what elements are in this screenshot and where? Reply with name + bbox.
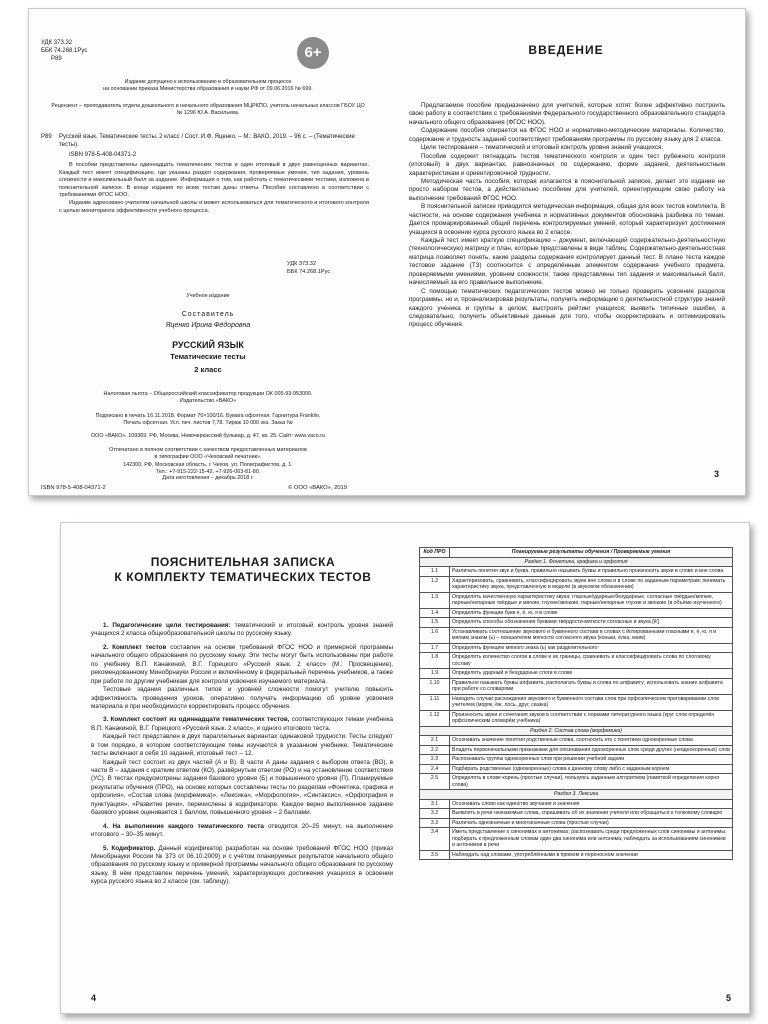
paragraph-body: Данный кодификатор разработан на основе требований ФГОС НОО (приказ Минобрнауки России № 373 от 06.10.2009) и с учётом планируемых результатов начального общего образования по русскому языку и примерной программы начального общего образования по русскому языку. В нём представлен перечень умений, характеризующих достижения учащихся в освоении курса русского языка во 2 классе (см. таблицу). xyxy=(91,844,393,886)
age-rating-badge: 6+ xyxy=(297,37,329,69)
cell-skill: Определять функцию мягкого знака (ь) как разделительного xyxy=(450,643,733,653)
table-row xyxy=(420,669,733,679)
paragraph xyxy=(91,622,393,639)
paragraph-body: Тестовые задания различных типов и уровней сложности помогут учителю повысить эффективность проведения уроков, оперативно получать информацию об уровне усвоения материала и при необходимости корректировать процесс обучения. xyxy=(91,686,393,710)
cell-skill: Различать однозначные и многозначные слова (простые случаи) xyxy=(450,818,733,828)
isbn-line: ISBN 978-5-408-04371-2 xyxy=(69,152,137,159)
cell-skill: Осознавать значение понятия родственные слова, соотносить его с понятием однокоренные слова xyxy=(450,736,733,746)
paragraph xyxy=(91,716,393,733)
paragraph: Предлагаемое пособие предназначено для учителей, которые хотят более эффективно построить свою работу в соответствии с требованиями Федерального государственного образовательного стандарта начального общего образования (ФГОС НОО). xyxy=(409,102,725,126)
codifier-table xyxy=(419,547,733,860)
cell-skill: Определять количество слогов в слове и их границы, сравнивать и классифицировать слова по слоговому составу xyxy=(450,653,733,669)
catalog-title: Русский язык. Тематические тесты. 2 класс / Сост. И.Ф. Яценко. – М.: ВАКО, 2019. – 96 с. – (Тематические тесты). xyxy=(59,134,355,149)
table-row xyxy=(420,850,733,860)
paragraph xyxy=(91,686,393,711)
table-row xyxy=(420,764,733,774)
page-5-codifier-table xyxy=(405,523,749,1013)
printing-house: Отпечатано в полном соответствии с качеством предоставленных материалов в типографии ООО «Чеховский печатник». 142300, РФ, Московская область, г. Чехов, ул. Полиграфистов, д. 1. Тел.: +7-915-222-15-42, +7-926-063-81-80. xyxy=(109,447,307,475)
cell-skill: Распознавать группы однокоренных слов при решении учебной задачи xyxy=(450,755,733,765)
cell-code: 3.2 xyxy=(420,809,450,819)
paragraph: Каждый тест имеет краткую спецификацию – документ, включающий содержательно-деятельностную (технологическую) матрицу и план, которые представлены в виде таблиц. Содержательно-деятельностная матрица позволяет понять, какие разделы содержания контролирует данный тест. В плане теста каждое тестовое задание (ТЗ) соотносится с определённым элементом содержания учебного предмета, проверяемыми умениями, уровнем сложности; также представлены тип задания и максимальный балл, начисляемый за его правильное выполнение. xyxy=(409,237,725,287)
compiler-label: Составитель xyxy=(181,311,235,318)
cell-skill: Устанавливать соотношение звукового и буквенного состава в словах с йотированными гласными е, ё, ю, я и мягким знаком (ь) – показателем мягкости согласного звука (коньки, ёлка, маяк) xyxy=(450,627,733,643)
cell-code: 1.5 xyxy=(420,618,450,628)
cell-code: 1.8 xyxy=(420,653,450,669)
table-row xyxy=(420,592,733,608)
section-title: Раздел 1. Фонетика, графика и орфоэпия xyxy=(420,557,733,567)
cell-code: 1.3 xyxy=(420,592,450,608)
table-row xyxy=(420,736,733,746)
paragraph-lead: 2. Комплект тестов xyxy=(103,643,167,651)
udk-block: УДК 373.32 ББК 74.268.1Рус Р89 xyxy=(41,40,88,63)
column-header-code: Код ПРО xyxy=(420,548,450,558)
table-row xyxy=(420,567,733,577)
paragraph-lead: 3. Комплект состоит из одиннадцати тематических тестов, xyxy=(103,716,290,724)
book-title: РУССКИЙ ЯЗЫК xyxy=(172,340,244,350)
section-row xyxy=(420,790,733,800)
table-row xyxy=(420,618,733,628)
table-row xyxy=(420,576,733,592)
page-title: ПОЯСНИТЕЛЬНАЯ ЗАПИСКА К КОМПЛЕКТУ ТЕМАТИЧЕСКИХ ТЕСТОВ xyxy=(114,555,372,584)
section-title: Раздел 3. Лексика xyxy=(420,790,733,800)
cell-skill: Владеть первоначальными признаками для опознавания однокоренных слов среди других (неоднокоренных) слов xyxy=(450,745,733,755)
cell-skill: Иметь представление о синонимах и антонимах; распознавать среди предложенных слов синонимы и антонимы; подбирать к предложенным словам один два синонима или антонима; наблюдать за использованием синонимов и антонимов в речи xyxy=(450,828,733,851)
cell-skill: Находить случаи расхождения звукового и буквенного состава слов при орфоэпическом проговаривании слов учителем (моряк, ёж, лось, друг, сказка) xyxy=(450,694,733,710)
paragraph-body: составлен на основе требований ФГОС НОО и примерной программы начального общего образования по русскому языку. Эти тесты могут быть использованы при работе по учебнику В.П. Канакиной, В.Г. Горецкого «Русский язык. 2 класс» (М.: Просвещение), рекомендованному Минобрнауки России и включённому в федеральный перечень учебников, а также при работе по другим учебникам для контроля усвоения изучаемого материала. xyxy=(91,643,393,685)
table-row xyxy=(420,678,733,694)
print-info: Подписано в печать 16.11.2018. Формат 70×100/16. Бумага офсетная. Гарнитура Franklin. Печать офсетная. Усл. печ. листов 7,78. Тираж 10 000 экз. Заказ № xyxy=(95,413,321,427)
paragraph: С помощью тематических педагогических тестов можно не только проверить усвоение разделов программы, но и, проанализировав результаты, получить информацию о деятельностной структуре знаний каждого ученика и группы в целом; выстроить рейтинг учащихся; выявить типичные ошибки, а следовательно, получить объективные данные для того, чтобы скорректировать и оптимизировать процесс обучения. xyxy=(409,287,725,329)
cell-code: 2.4 xyxy=(420,764,450,774)
copyright: © ООО «ВАКО», 2019 xyxy=(288,485,347,491)
paragraph xyxy=(91,823,393,840)
annotation-audience: Издание адресовано учителям начальной школы и может использоваться для тематического и итогового контроля с целью мониторинга эффективности учебного процесса. xyxy=(59,200,369,214)
cell-code: 3.3 xyxy=(420,818,450,828)
cell-code: 3.4 xyxy=(420,828,450,851)
paragraph-body: Каждый тест состоит из двух частей (А и В). В части А даны задания с выбором ответа (ВО), в части В – задания с кратким ответом (КО), развёрнутым ответом (РО) и на установление соответствия (УС). В тестах предусмотрены задания базового уровня (Б) и повышенного уровня (П). Планируемые результаты обучения (ПРО), на основе которых составлены тесты по разделам «Фонетика, графика и орфоэпия», «Состав слова (морфемика)», «Лексика», «Морфология», «Синтаксис», «Орфография и пунктуация», «Развитие речи», перечислены в кодификаторе. Каждое верно выполненное задание базового уровня оценивается 1 баллом, повышенного уровня – 2 баллами. xyxy=(91,758,393,817)
paragraph-lead: 5. Кодификатор. xyxy=(103,844,156,852)
reviewer-note: Рецензент – преподаватель отдела дошкольного и начального образования МЦРКПО, учитель начальных классов ГБОУ ЦО № 1296 Ю.А. Васильева. xyxy=(51,103,365,117)
page-2-imprint xyxy=(29,9,387,495)
cell-code: 1.2 xyxy=(420,576,450,592)
table-row xyxy=(420,755,733,765)
page-title: ВВЕДЕНИЕ xyxy=(528,43,604,57)
cell-code: 1.4 xyxy=(420,608,450,618)
catalog-entry xyxy=(41,133,369,215)
paragraph: Пособие содержит пятнадцать тестов тематического контроля и один тест рубежного контроля (итоговый) в двух вариантах, равнозначных по содержанию, форме заданий, деятельностным характеристикам и ориентировочной трудности. xyxy=(409,152,725,177)
table-row xyxy=(420,828,733,851)
section-row xyxy=(420,726,733,736)
section-row xyxy=(420,557,733,567)
table-row xyxy=(420,608,733,618)
cell-code: 1.9 xyxy=(420,669,450,679)
table-row xyxy=(420,653,733,669)
cell-code: 2.5 xyxy=(420,774,450,790)
cell-skill: Характеризовать, сравнивать, классифицировать звуки вне слова и в слове по заданным параметрам; понимать характеристику звука, представленную в модели (в звуковом обозначении) xyxy=(450,576,733,592)
table-row xyxy=(420,774,733,790)
table-row xyxy=(420,710,733,726)
cell-skill: Определять способы обозначения буквами твёрдости-мягкости согласных и звука [й'] xyxy=(450,618,733,628)
publisher-address: ООО «ВАКО». 109369, РФ, Москва, Новочеркасский бульвар, д. 47, кв. 25. Сайт: www.vaco.ru xyxy=(90,433,326,439)
approval-note: Издание допущено к использованию в образовательном процессе на основании приказа Министерства образования и науки РФ от 09.06.2016 № 699. xyxy=(103,79,313,93)
page-3-introduction xyxy=(387,9,745,495)
cell-code: 1.6 xyxy=(420,627,450,643)
page-number: 4 xyxy=(91,993,97,1003)
cell-code: 2.3 xyxy=(420,755,450,765)
cell-code: 1.10 xyxy=(420,678,450,694)
column-header-results: Планируемые результаты обучения / Проверяемые умения xyxy=(450,548,733,558)
paragraph: Содержание пособия опирается на ФГОС НОО и нормативно-методические материалы. Количество, содержание и трудность заданий соответствуют требованиям программы по русскому языку для 2 класса. xyxy=(409,127,725,143)
cell-code: 1.7 xyxy=(420,643,450,653)
introduction-text xyxy=(409,102,725,330)
page-number: 3 xyxy=(713,469,719,479)
cell-code: 3.5 xyxy=(420,850,450,860)
page-number: 5 xyxy=(725,993,731,1003)
edition-type: Учебное издание xyxy=(186,293,230,299)
cell-code: 2.2 xyxy=(420,745,450,755)
book-spread-top xyxy=(28,8,746,496)
cell-code: 1.1 xyxy=(420,567,450,577)
paragraph xyxy=(91,759,393,818)
cell-skill: Определять в слове корень (простые случаи), пользуясь заданным алгоритмом (памяткой определения корня слова) xyxy=(450,774,733,790)
paragraph: Методическая часть пособия, которая излагается в пояснительной записке, делает это издание не просто набором тестов, а действительно пособием для учителей, ориентирующим свою работу на выполнение требований ФГОС НОО. xyxy=(409,177,725,202)
table-header-row xyxy=(420,548,733,558)
paragraph-body: соответствующих темам учебника В.П. Канакиной, В.Г. Горецкого «Русский язык. 2 класс», и одного итогового теста. xyxy=(91,716,394,732)
table-row xyxy=(420,809,733,819)
compiler-name: Яценко Ирина Фёдоровна xyxy=(165,322,251,329)
catalog-code: Р89 xyxy=(41,134,52,140)
paragraph xyxy=(91,644,393,686)
paragraph xyxy=(91,733,393,758)
tax-note: Налоговая льгота – Общероссийский классификатор продукции ОК 005-93-953000. Издательство «ВАКО» xyxy=(103,391,313,405)
cell-code: 2.1 xyxy=(420,736,450,746)
cell-skill: Правильно называть буквы алфавита, располагать буквы и слова по алфавиту; использовать знание алфавита при работе со словарями xyxy=(450,678,733,694)
table-row xyxy=(420,643,733,653)
explanatory-note-text xyxy=(91,617,393,887)
cell-skill: Подбирать родственные (однокоренные) слова к данному слову либо с заданным корнем xyxy=(450,764,733,774)
table-row xyxy=(420,627,733,643)
table-row xyxy=(420,694,733,710)
manufacture-date: Дата изготовления – декабрь 2018 г. xyxy=(162,475,254,481)
paragraph-lead: 1. Педагогические цели тестирования: xyxy=(103,622,231,629)
paragraph xyxy=(91,845,393,887)
isbn-footer: ISBN 978-5-408-04371-2 xyxy=(41,485,106,491)
paragraph-body: отводится 20–25 минут, на выполнение итогового – 30–35 минут. xyxy=(91,822,394,839)
section-title: Раздел 2. Состав слова (морфемика) xyxy=(420,726,733,736)
table-row xyxy=(420,745,733,755)
book-spread-bottom xyxy=(60,522,750,1014)
cell-skill: Определять качественную характеристику звука: гласные/ударные/безударные, согласные твёрдые/мягкие, парные/непарные твёрдые и мягкие, глухие/звонкие, парные/непарные глухие и звонкие (в объёме изученного) xyxy=(450,592,733,608)
cell-skill: Произносить звуки и сочетания звуков в соответствии с нормами литературного языка (круг слов определён орфоэпическим словарём учебника) xyxy=(450,710,733,726)
paragraph: Цели тестирования – тематический и итоговый контроль уровня знаний учащихся. xyxy=(421,144,664,152)
table-row xyxy=(420,818,733,828)
paragraph-body: Каждый тест представлен в двух параллельных вариантах одинаковой трудности. Тесты следуют в том порядке, в котором соответствующие темы изучаются в указанном учебнике. Тематические тесты включают в себя 10 заданий, итоговый тест – 12. xyxy=(91,733,393,758)
paragraph-lead: 4. На выполнение каждого тематического теста xyxy=(103,822,264,830)
annotation: В пособии представлены одиннадцать тематических тестов и один итоговый в двух равноценных вариантах. Каждый тест имеет спецификацию, где указаны раздел содержания, проверяемые умения, тип задания, уровень сложности и максимальный балл за задание. Информация о том, как работать с тематическими тестами, изложена в пояснительной записке. В конце издания по всем тестам даны ответы. Пособие составлено в соответствии с требованиями ФГОС НОО. xyxy=(59,162,369,199)
page-4-explanatory-note xyxy=(61,523,405,1013)
cell-skill: Выявлять в речи незнакомые слова, спрашивать об их значении учителя или обращаться к толковому словарю xyxy=(450,809,733,819)
cell-code: 1.12 xyxy=(420,710,450,726)
cell-skill: Наблюдать над словами, употреблёнными в прямом и переносном значении xyxy=(450,850,733,860)
table-row xyxy=(420,799,733,809)
cell-skill: Определять функции букв е, ё, ю, я в слове xyxy=(450,608,733,618)
udk-block-repeat: УДК 373.32 ББК 74.268.1Рус xyxy=(287,261,331,275)
book-subtitle: Тематические тесты xyxy=(170,352,246,361)
cell-code: 1.11 xyxy=(420,694,450,710)
cell-skill: Определять ударный и безударные слоги в слове xyxy=(450,669,733,679)
cell-skill: Осознавать слово как единство звучания и значения xyxy=(450,799,733,809)
paragraph: В пояснительной записке приводится методическая информация, общая для всех тестов комплекта. В частности, на основе содержания учебника и нормативных документов обоснована разбивка по темам. Дается промаркированный общий перечень контролируемых умений, который характеризует достижения учащихся в освоении курса русского языка во 2 классе. xyxy=(409,203,725,236)
paragraph-body: тематический и итоговый контроль уровня знаний учащихся 2 класса общеобразовательной школы по русскому языку. xyxy=(91,622,393,638)
cell-skill: Различать понятия звук и буква, правильно называть буквы и правильно произносить звуки в слове и вне слова xyxy=(450,567,733,577)
grade-label: 2 класс xyxy=(194,365,222,374)
cell-code: 3.1 xyxy=(420,799,450,809)
